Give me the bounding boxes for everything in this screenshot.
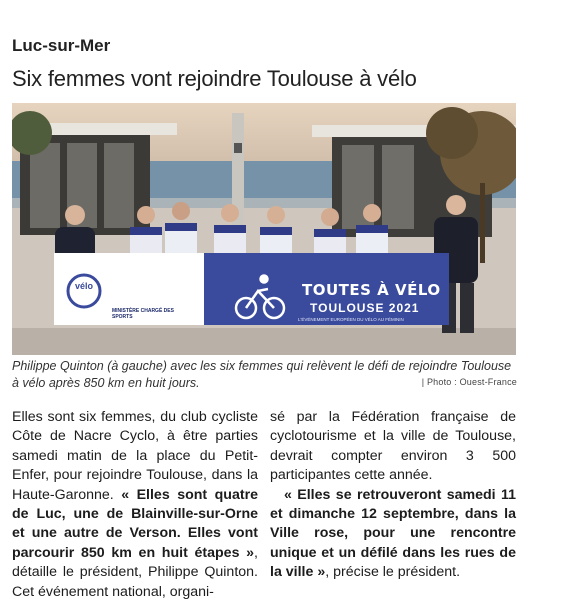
body-paragraph: sé par la Fédération française de cyclotourisme et la ville de Toulouse, devrait compter environ 3 500 participantes cette année. [270, 409, 516, 484]
banner-logo-text: vélo [75, 281, 94, 291]
body-text: Elles sont six femmes, du club cycliste Côte de Nacre Cyclo, à être parties samedi matin de la place du Petit-Enfer, pour rejoindre Toulouse, dans la Haute-Garonne. [12, 409, 258, 503]
photo-illustration [12, 103, 516, 355]
article-column-1 [12, 408, 258, 602]
body-text: , détaille le président, Philippe Quinton. Cet événement national, organi- [12, 544, 258, 600]
banner-title: TOUTES À VÉLO [302, 281, 441, 299]
photo-credit: | Photo : Ouest-France [421, 377, 517, 387]
article-kicker: Luc-sur-Mer [12, 36, 111, 55]
article-column-2 [270, 408, 516, 583]
article-headline: Six femmes vont rejoindre Toulouse à vélo [12, 66, 417, 91]
banner-tagline: L'ÉVÉNEMENT EUROPÉEN DU VÉLO AU FÉMININ [298, 317, 404, 322]
body-text: , précise le président. [325, 564, 461, 581]
banner-ministry-text: MINISTÈRE CHARGÉ DES SPORTS [112, 308, 174, 320]
body-quote: « Elles se retrouveront samedi 11 et dimanche 12 septembre, dans la Ville rose, pour une rencontre unique et un défilé dans les rues de la ville » [270, 486, 516, 581]
banner-subtitle: TOULOUSE 2021 [310, 301, 420, 315]
article-photo [12, 103, 516, 355]
caption-text: Philippe Quinton (à gauche) avec les six femmes qui relèvent le défi de rejoindre Toulouse à vélo après 850 km en huit jours. [12, 359, 512, 390]
body-quote: « Elles sont quatre de Luc, une de Blainville-sur-Orne et une autre de Verson. Elles vont parcourir 850 km en huit étapes » [12, 486, 258, 561]
